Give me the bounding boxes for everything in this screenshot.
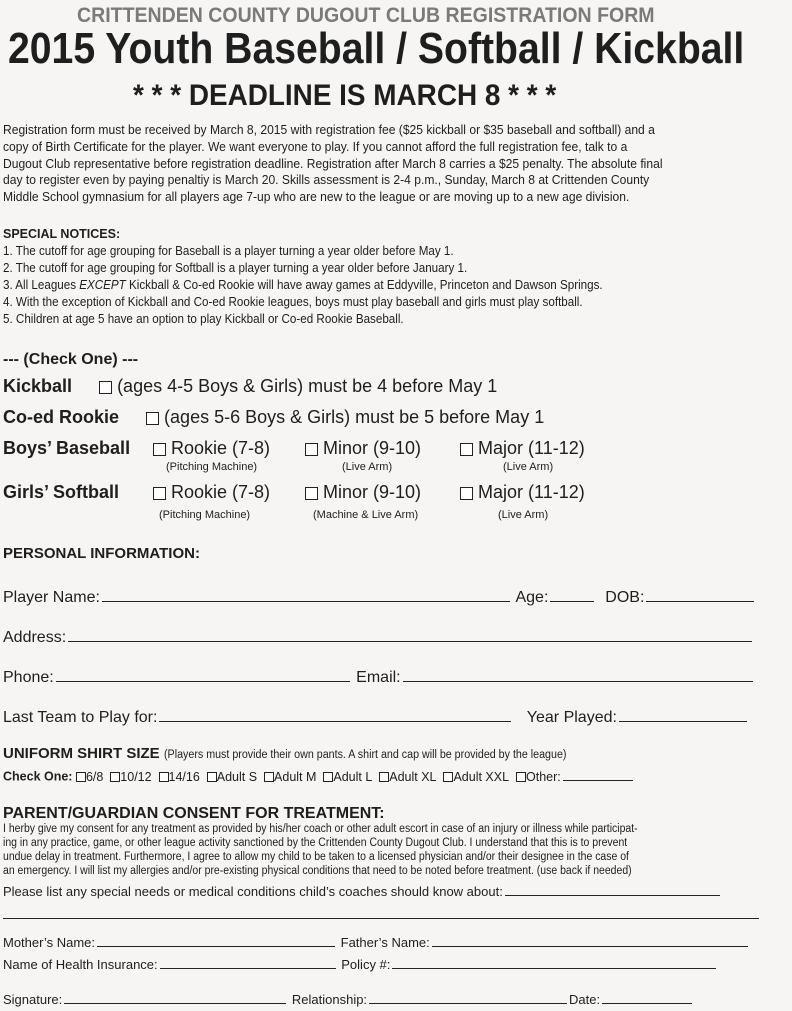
consent-line: an emergency. I will list my allergies and/or pre-existing physical conditions that need to be noted before treatment. (use back if needed) bbox=[3, 865, 632, 877]
notice-item: 1. The cutoff for age grouping for Baseball is a player turning a year older before May 1. bbox=[3, 243, 454, 258]
boys-minor-option: Minor (9-10) bbox=[305, 438, 421, 459]
boys-major-option: Major (11-12) bbox=[460, 438, 585, 459]
boys-major-note: (Live Arm) bbox=[503, 461, 554, 473]
org-title: CRITTENDEN COUNTY DUGOUT CLUB REGISTRATION FORM bbox=[77, 4, 655, 27]
girls-rookie-note: (Pitching Machine) bbox=[159, 509, 251, 521]
intro-line: Dugout Club representative before registration deadline. Registration after March 8 carries a $25 penalty. The absolute final bbox=[3, 155, 663, 171]
email-field[interactable] bbox=[403, 665, 753, 682]
size-option: Adult L bbox=[323, 770, 372, 784]
notice-item: 4. With the exception of Kickball and Co-ed Rookie leagues, boys must play baseball and girls must play softball. bbox=[3, 294, 583, 309]
uniform-sizes-row: Check One: 6/8 10/12 14/16 Adult S Adult M Adult L Adult XL Adult XXL Other: bbox=[3, 767, 635, 784]
player-row: Player Name: Age: DOB: bbox=[3, 585, 756, 607]
special-needs-row: Please list any special needs or medical conditions child’s coaches should know about: bbox=[3, 882, 722, 899]
boys-rookie-checkbox[interactable] bbox=[153, 443, 166, 456]
size-option: 10/12 bbox=[110, 770, 151, 784]
signature-field[interactable] bbox=[64, 990, 286, 1004]
girls-rookie-option: Rookie (7-8) bbox=[153, 482, 270, 503]
size-checkbox[interactable] bbox=[323, 772, 333, 782]
boys-minor-checkbox[interactable] bbox=[305, 443, 318, 456]
girls-minor-option: Minor (9-10) bbox=[305, 482, 421, 503]
mother-name-field[interactable] bbox=[97, 933, 335, 947]
uniform-heading-row: UNIFORM SHIRT SIZE (Players must provide their own pants. A shirt and cap will be provided by the league) bbox=[3, 745, 567, 762]
signature-row: Signature: Relationship: Date: bbox=[3, 990, 694, 1007]
notice-item: 5. Children at age 5 have an option to play Kickball or Co-ed Rookie Baseball. bbox=[3, 311, 404, 326]
girls-major-checkbox[interactable] bbox=[460, 487, 473, 500]
dob-field[interactable] bbox=[646, 585, 754, 602]
phone-row: Phone: Email: bbox=[3, 665, 755, 687]
coed-rookie-row: Co-ed Rookie (ages 5-6 Boys & Girls) must be 5 before May 1 bbox=[3, 407, 545, 427]
address-field[interactable] bbox=[68, 625, 752, 642]
age-field[interactable] bbox=[550, 585, 594, 602]
intro-line: copy of Birth Certificate for the player. We want everyone to play. If you cannot afford the full registration fee, talk to a bbox=[3, 138, 628, 154]
notice-item: 3. All Leagues EXCEPT Kickball & Co-ed Rookie will have away games at Eddyville, Princeton and Dawson Springs. bbox=[3, 277, 603, 292]
boys-rookie-option: Rookie (7-8) bbox=[153, 438, 270, 459]
boys-rookie-note: (Pitching Machine) bbox=[166, 461, 258, 473]
size-option: Other: bbox=[516, 770, 561, 784]
boys-baseball-label: Boys’ Baseball bbox=[3, 438, 131, 458]
girls-rookie-checkbox[interactable] bbox=[153, 487, 166, 500]
policy-field[interactable] bbox=[392, 955, 716, 969]
consent-line: I herby give my consent for any treatment as provided by his/her coach or other adult escort in case of an injury or illness while participat- bbox=[3, 823, 638, 835]
deadline-banner: * * * DEADLINE IS MARCH 8 * * * bbox=[133, 79, 557, 112]
date-field[interactable] bbox=[602, 990, 692, 1004]
size-checkbox[interactable] bbox=[76, 772, 86, 782]
other-size-field[interactable] bbox=[563, 767, 633, 781]
notices-heading: SPECIAL NOTICES: bbox=[3, 227, 121, 241]
kickball-checkbox[interactable] bbox=[99, 381, 112, 394]
size-checkbox[interactable] bbox=[207, 772, 217, 782]
consent-line: undue delay in treatment. Furthermore, I agree to allow my child to be taken to a licensed physician and/or their designee in the case of bbox=[3, 851, 629, 863]
size-checkbox[interactable] bbox=[110, 772, 120, 782]
special-notices bbox=[3, 226, 648, 327]
consent-paragraph bbox=[3, 822, 700, 878]
size-checkbox[interactable] bbox=[264, 772, 274, 782]
year-played-field[interactable] bbox=[619, 705, 747, 722]
check-one-heading: --- (Check One) --- bbox=[3, 351, 139, 368]
last-team-row: Last Team to Play for: Year Played: bbox=[3, 705, 749, 727]
last-team-field[interactable] bbox=[159, 705, 511, 722]
size-option: 6/8 bbox=[76, 770, 103, 784]
girls-major-note: (Live Arm) bbox=[498, 509, 549, 521]
intro-line: day to register even by paying penaltiy is March 20. Skills assessment is 2-4 p.m., Sunday, March 8 at Crittenden County bbox=[3, 172, 650, 188]
size-checkbox[interactable] bbox=[379, 772, 389, 782]
phone-field[interactable] bbox=[56, 665, 350, 682]
girls-softball-label: Girls’ Softball bbox=[3, 482, 120, 502]
consent-heading: PARENT/GUARDIAN CONSENT FOR TREATMENT: bbox=[3, 805, 385, 822]
kickball-row: Kickball (ages 4-5 Boys & Girls) must be 4 before May 1 bbox=[3, 376, 498, 396]
notice-item: 2. The cutoff for age grouping for Softball is a player turning a year older before January 1. bbox=[3, 260, 468, 275]
special-needs-extra-line[interactable] bbox=[3, 918, 759, 919]
personal-info-heading: PERSONAL INFORMATION: bbox=[3, 545, 200, 562]
intro-paragraph bbox=[3, 122, 712, 206]
size-option: Adult XL bbox=[379, 770, 436, 784]
size-checkbox[interactable] bbox=[159, 772, 169, 782]
girls-major-option: Major (11-12) bbox=[460, 482, 585, 503]
girls-minor-note: (Machine & Live Arm) bbox=[313, 509, 419, 521]
intro-line: Registration form must be received by March 8, 2015 with registration fee ($25 kickball or $35 baseball and softball) and a bbox=[3, 122, 655, 137]
insurance-field[interactable] bbox=[160, 955, 336, 969]
consent-line: ing in any practice, game, or other league activity sanctioned by the Crittenden County Dugout Club. I understand that this is to prevent bbox=[3, 837, 628, 849]
relationship-field[interactable] bbox=[369, 990, 567, 1004]
address-row: Address: bbox=[3, 625, 754, 647]
intro-line: Middle School gymnasium for all players age 7-up who are new to the league or are moving up to a new age division. bbox=[3, 189, 630, 205]
size-option: Adult XXL bbox=[443, 770, 509, 784]
size-option: 14/16 bbox=[159, 770, 200, 784]
size-checkbox[interactable] bbox=[516, 772, 526, 782]
size-option: Adult S bbox=[207, 770, 257, 784]
boys-minor-note: (Live Arm) bbox=[342, 461, 393, 473]
size-checkbox[interactable] bbox=[443, 772, 453, 782]
form-title: 2015 Youth Baseball / Softball / Kickball bbox=[8, 24, 745, 73]
girls-minor-checkbox[interactable] bbox=[305, 487, 318, 500]
size-option: Adult M bbox=[264, 770, 316, 784]
player-name-field[interactable] bbox=[102, 585, 510, 602]
father-name-field[interactable] bbox=[432, 933, 748, 947]
special-needs-field[interactable] bbox=[505, 882, 720, 896]
parents-row: Mother’s Name: Father’s Name: bbox=[3, 933, 750, 950]
insurance-row: Name of Health Insurance: Policy #: bbox=[3, 955, 718, 972]
boys-major-checkbox[interactable] bbox=[460, 443, 473, 456]
coed-rookie-checkbox[interactable] bbox=[146, 412, 159, 425]
